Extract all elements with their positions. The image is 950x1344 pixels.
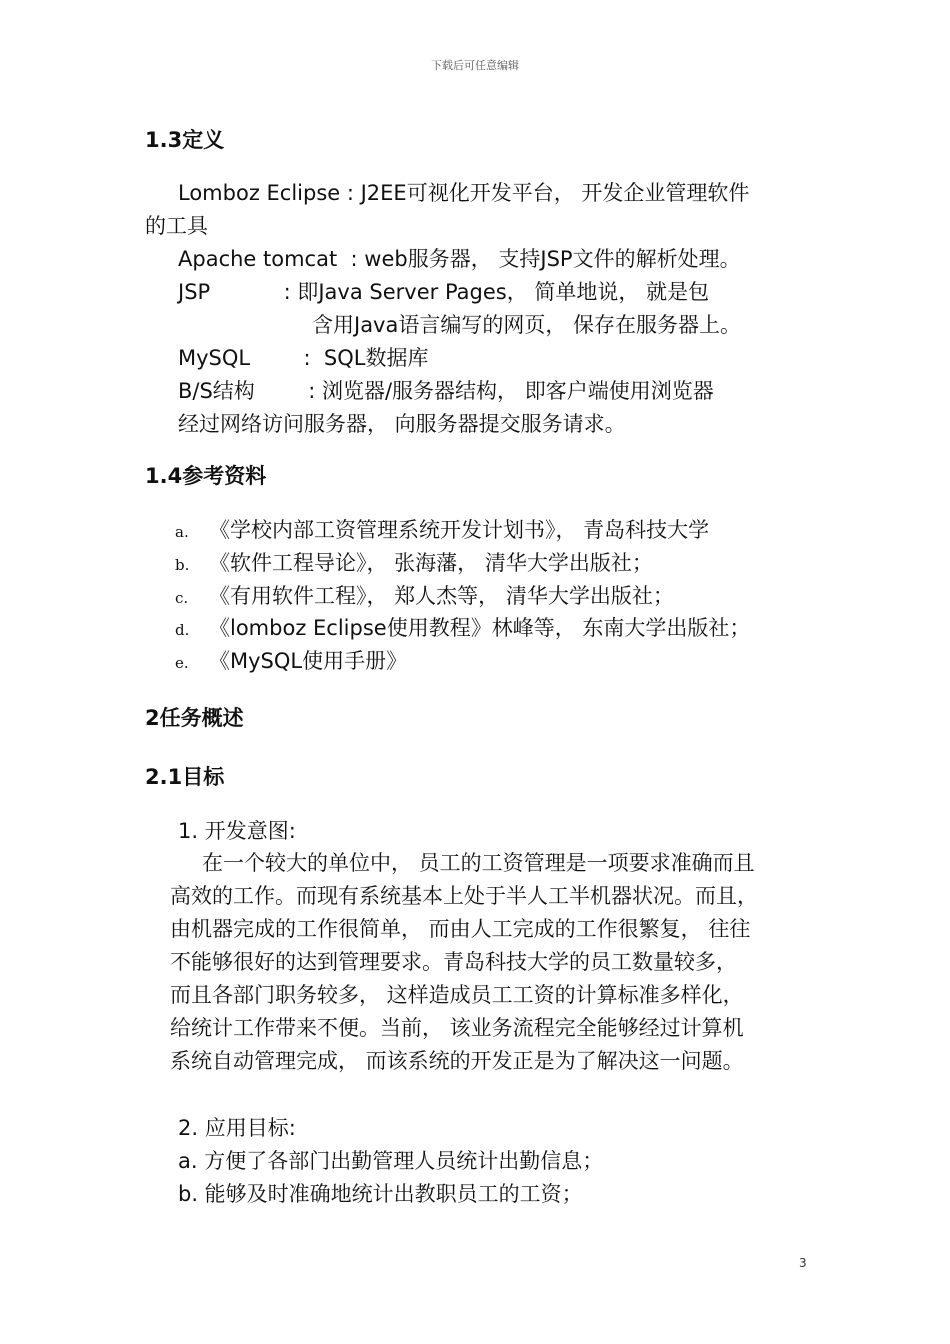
page-header: 下载后可任意编辑 — [431, 59, 519, 72]
def-line: Lomboz Eclipse : J2EE可视化开发平台， 开发企业管理软件 — [178, 181, 750, 205]
body-line: 给统计工作带来不便。当前， 该业务流程完全能够经过计算机 — [170, 1016, 744, 1040]
heading-1-3: 1.3定义 — [145, 128, 225, 152]
reference-item — [175, 547, 653, 577]
goal-subitem: a. 方便了各部门出勤管理人员统计出勤信息； — [178, 1149, 604, 1173]
def-line: Apache tomcat : web服务器， 支持JSP文件的解析处理。 — [178, 247, 741, 271]
page-number: 3 — [799, 1256, 807, 1270]
goal-item-intent: 1. 开发意图: — [178, 819, 296, 843]
def-line: MySQL : SQL数据库 — [178, 346, 429, 370]
heading-2: 2任务概述 — [145, 706, 244, 730]
reference-text: 《软件工程导论》， 张海藩， 清华大学出版社； — [209, 551, 653, 575]
reference-item — [175, 514, 709, 544]
goal-item-application: 2. 应用目标: — [178, 1116, 296, 1140]
goal-subitem: b. 能够及时准确地统计出教职员工的工资； — [178, 1182, 583, 1206]
reference-marker: b. — [175, 556, 190, 574]
def-line: JSP : 即Java Server Pages， 简单地说， 就是包 — [178, 280, 710, 304]
reference-marker: c. — [175, 589, 189, 607]
body-line: 由机器完成的工作很简单， 而由人工完成的工作很繁复， 往往 — [170, 917, 751, 941]
body-line: 不能够很好的达到管理要求。青岛科技大学的员工数量较多， — [170, 950, 737, 974]
reference-marker: e. — [175, 654, 189, 672]
reference-item — [175, 580, 674, 610]
reference-text: 《有用软件工程》， 郑人杰等， 清华大学出版社； — [209, 584, 674, 608]
def-line: B/S结构 : 浏览器/服务器结构， 即客户端使用浏览器 — [178, 379, 714, 403]
body-line: 在一个较大的单位中， 员工的工资管理是一项要求准确而且 — [202, 851, 755, 875]
reference-marker: a. — [175, 523, 189, 541]
body-line: 而且各部门职务较多， 这样造成员工工资的计算标准多样化， — [170, 983, 744, 1007]
body-line: 系统自动管理完成， 而该系统的开发正是为了解决这一问题。 — [170, 1049, 744, 1073]
reference-item — [175, 612, 750, 642]
def-line: 的工具 — [145, 214, 208, 238]
def-line: 含用Java语言编写的网页， 保存在服务器上。 — [312, 313, 742, 337]
reference-text: 《MySQL使用手册》 — [209, 649, 408, 673]
body-line: 高效的工作。而现有系统基本上处于半人工半机器状况。而且， — [170, 884, 758, 908]
heading-1-4: 1.4参考资料 — [145, 464, 267, 488]
reference-text: 《lomboz Eclipse使用教程》林峰等， 东南大学出版社； — [209, 616, 751, 640]
def-line: 经过网络访问服务器， 向服务器提交服务请求。 — [178, 412, 626, 436]
reference-text: 《学校内部工资管理系统开发计划书》， 青岛科技大学 — [209, 518, 710, 542]
heading-2-1: 2.1目标 — [145, 765, 225, 789]
reference-marker: d. — [175, 621, 190, 639]
reference-item — [175, 645, 407, 675]
